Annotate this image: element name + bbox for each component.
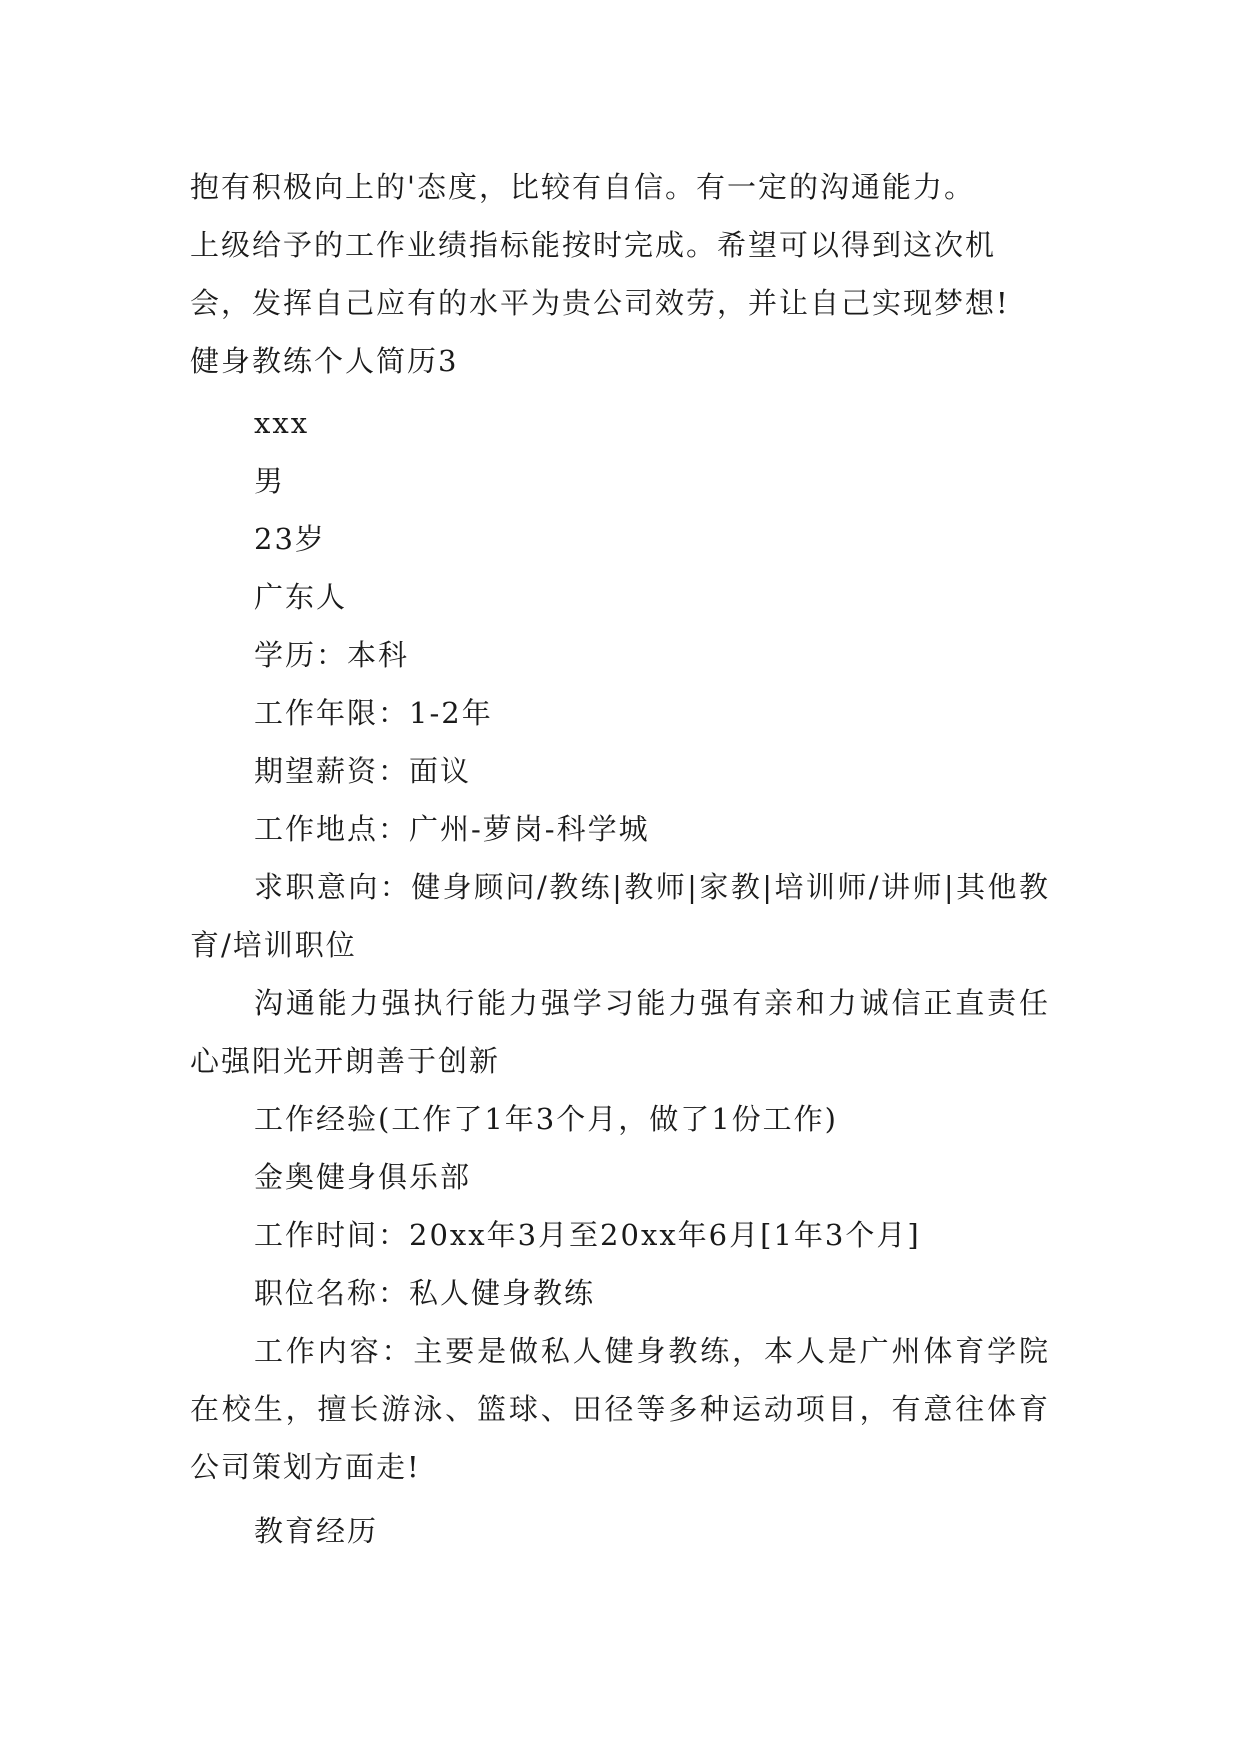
- expected-salary-field: 期望薪资：面议: [254, 754, 472, 788]
- section-title: 健身教练个人简历3: [190, 344, 459, 378]
- company-name: 金奥健身俱乐部: [254, 1160, 472, 1194]
- position-field: 职位名称：私人健身教练: [254, 1276, 596, 1310]
- job-intention-paragraph: 求职意向：健身顾问/教练|教师|家教|培训师/讲师|其他教育/培训职位: [190, 870, 1050, 962]
- work-years-field: 工作年限：1-2年: [254, 696, 493, 730]
- age-field: 23岁: [254, 522, 326, 556]
- work-time-field: 工作时间：20xx年3月至20xx年6月[1年3个月]: [254, 1218, 921, 1252]
- education-heading: 教育经历: [254, 1514, 379, 1548]
- intro-line-3: 会，发挥自己应有的水平为贵公司效劳，并让自己实现梦想!: [190, 286, 1010, 320]
- work-content-paragraph: 工作内容：主要是做私人健身教练，本人是广州体育学院在校生，擅长游泳、篮球、田径等多种运动项目，有意往体育公司策划方面走!: [190, 1334, 1050, 1484]
- document-body: [190, 158, 1050, 1560]
- gender-field: 男: [254, 464, 286, 498]
- intro-line-2: 上级给予的工作业绩指标能按时完成。希望可以得到这次机: [190, 228, 997, 262]
- experience-heading: 工作经验(工作了1年3个月，做了1份工作): [254, 1102, 838, 1136]
- education-field: 学历：本科: [254, 638, 410, 672]
- intro-line-1: 抱有积极向上的'态度，比较有自信。有一定的沟通能力。: [190, 170, 975, 204]
- self-evaluation-paragraph: 沟通能力强执行能力强学习能力强有亲和力诚信正直责任心强阳光开朗善于创新: [190, 986, 1050, 1078]
- origin-field: 广东人: [254, 580, 348, 614]
- name-field: xxx: [254, 406, 310, 440]
- work-location-field: 工作地点：广州-萝岗-科学城: [254, 812, 650, 846]
